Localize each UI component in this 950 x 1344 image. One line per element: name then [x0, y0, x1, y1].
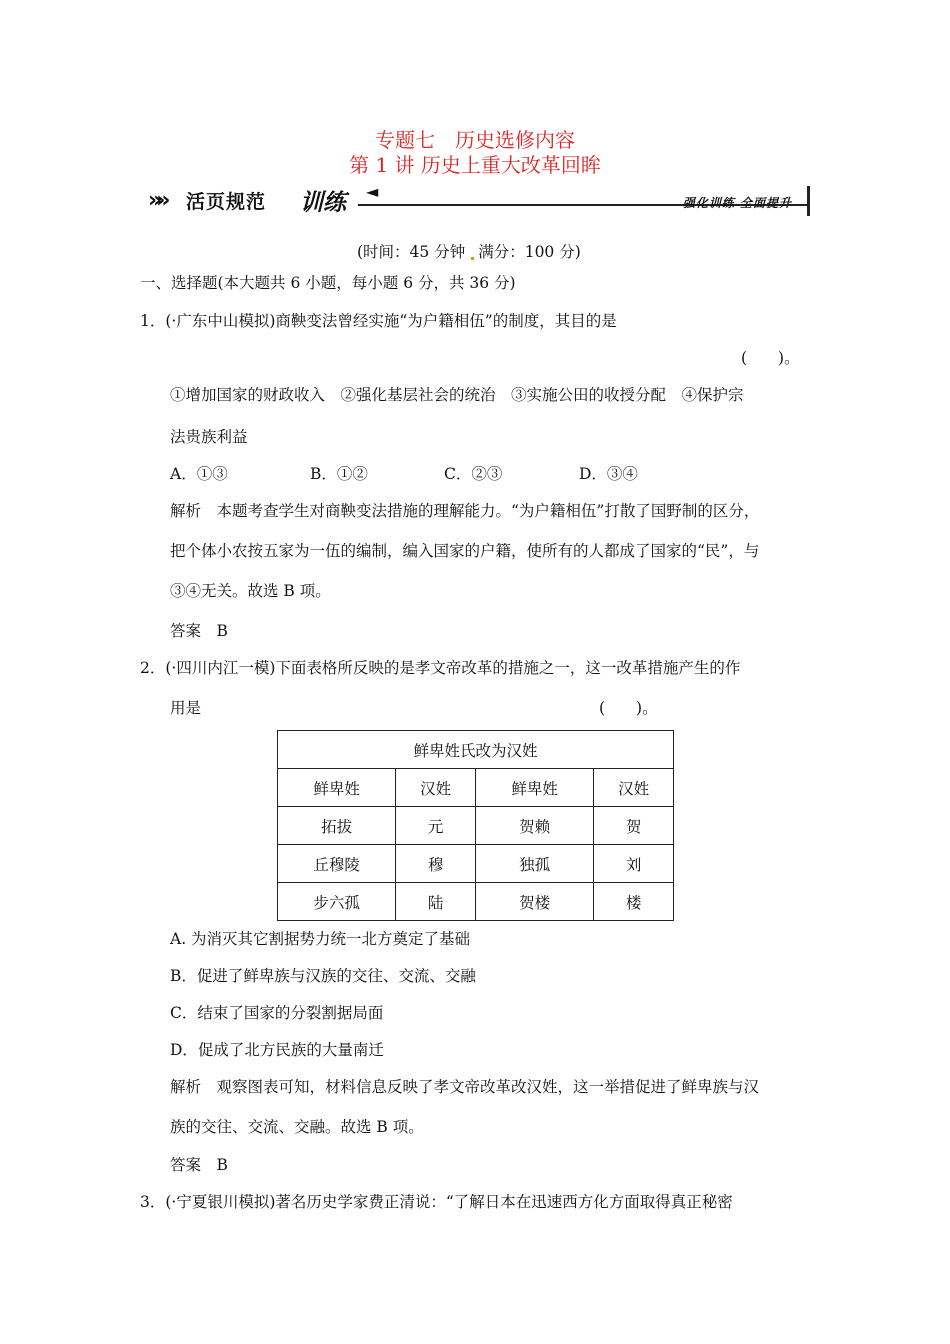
q1-stem: 1．(·广东中山模拟)商鞅变法曾经实施“为户籍相伍”的制度，其目的是 [140, 312, 617, 330]
table-caption-row [278, 731, 674, 769]
q1-option-d: D．③④ [579, 465, 638, 483]
q1-items-line2: 法贵族利益 [170, 428, 248, 446]
q1-option-c: C．②③ [444, 465, 503, 483]
table-cell: 陆 [396, 883, 476, 921]
table-row [278, 807, 674, 845]
table-cell: 贺 [594, 807, 674, 845]
q1-items-line1: ①增加国家的财政收入 ②强化基层社会的统治 ③实施公田的收授分配 ④保护宗 [170, 386, 744, 404]
table-cell: 贺赖 [475, 807, 593, 845]
table-row [278, 883, 674, 921]
table-cell: 丘穆陵 [278, 845, 396, 883]
q2-answer: 答案 B [170, 1156, 228, 1174]
q2-answer-bracket: ( )。 [599, 699, 658, 717]
table-cell: 贺楼 [475, 883, 593, 921]
q1-analysis-line3: ③④无关。故选 B 项。 [170, 582, 331, 600]
exam-meta [357, 240, 581, 262]
table-header-row [278, 769, 674, 807]
lesson-title: 第 1 讲 历史上重大改革回眸 [349, 153, 601, 177]
section-heading: 一、选择题(本大题共 6 小题，每小题 6 分，共 36 分) [140, 274, 516, 292]
q1-answer: 答案 B [170, 622, 228, 640]
chevron-icon: »» [148, 188, 165, 213]
q2-option-d: D．促成了北方民族的大量南迁 [170, 1041, 384, 1059]
dot-mark [471, 257, 474, 260]
banner-right-text: 训练 [300, 190, 346, 216]
q2-option-a: A. 为消灭其它割据势力统一北方奠定了基础 [170, 930, 471, 948]
table-header: 汉姓 [594, 769, 674, 807]
surname-table [277, 730, 674, 921]
q2-stem-line2: 用是 [170, 699, 202, 717]
table-cell: 刘 [594, 845, 674, 883]
q1-analysis-line2: 把个体小农按五家为一伍的编制，编入国家的户籍，使所有的人都成了国家的“民”，与 [170, 542, 760, 560]
table-cell: 独孤 [475, 845, 593, 883]
table-row [278, 845, 674, 883]
q2-analysis-line1: 解析 观察图表可知，材料信息反映了孝文帝改革改汉姓，这一举措促进了鲜卑族与汉 [170, 1078, 760, 1096]
practice-banner [148, 184, 810, 218]
table-cell: 拓拔 [278, 807, 396, 845]
table-cell: 楼 [594, 883, 674, 921]
time-limit: (时间：45 分钟 [357, 243, 466, 261]
q2-option-c: C．结束了国家的分裂割据局面 [170, 1004, 384, 1022]
table-cell: 穆 [396, 845, 476, 883]
full-score: 满分：100 分) [478, 243, 581, 261]
q1-answer-bracket: ( )。 [741, 349, 800, 367]
q2-stem-line1: 2．(·四川内江一模)下面表格所反映的是孝文帝改革的措施之一，这一改革措施产生的作 [140, 659, 741, 677]
q2-option-b: B．促进了鲜卑族与汉族的交往、交流、交融 [170, 967, 476, 985]
q1-analysis-line1: 解析 本题考查学生对商鞅变法措施的理解能力。“为户籍相伍”打散了国野制的区分， [170, 502, 760, 520]
banner-tagline: 强化训练 全面提升 [682, 196, 792, 210]
table-cell: 元 [396, 807, 476, 845]
q2-analysis-line2: 族的交往、交流、交融。故选 B 项。 [170, 1118, 424, 1136]
q1-option-a: A．①③ [170, 465, 228, 483]
banner-left-text: 活页规范 [186, 191, 267, 213]
table-header: 鲜卑姓 [475, 769, 593, 807]
arrow-left-icon: ◄ [366, 182, 379, 201]
table-header: 鲜卑姓 [278, 769, 396, 807]
table-cell: 步六孤 [278, 883, 396, 921]
table-header: 汉姓 [396, 769, 476, 807]
banner-endcap [807, 186, 810, 216]
q3-stem: 3．(·宁夏银川模拟)著名历史学家费正清说：“了解日本在迅速西方化方面取得真正秘密 [140, 1193, 733, 1211]
table-caption: 鲜卑姓氏改为汉姓 [278, 731, 674, 769]
topic-title: 专题七 历史选修内容 [375, 128, 575, 152]
q1-option-b: B．①② [310, 465, 368, 483]
